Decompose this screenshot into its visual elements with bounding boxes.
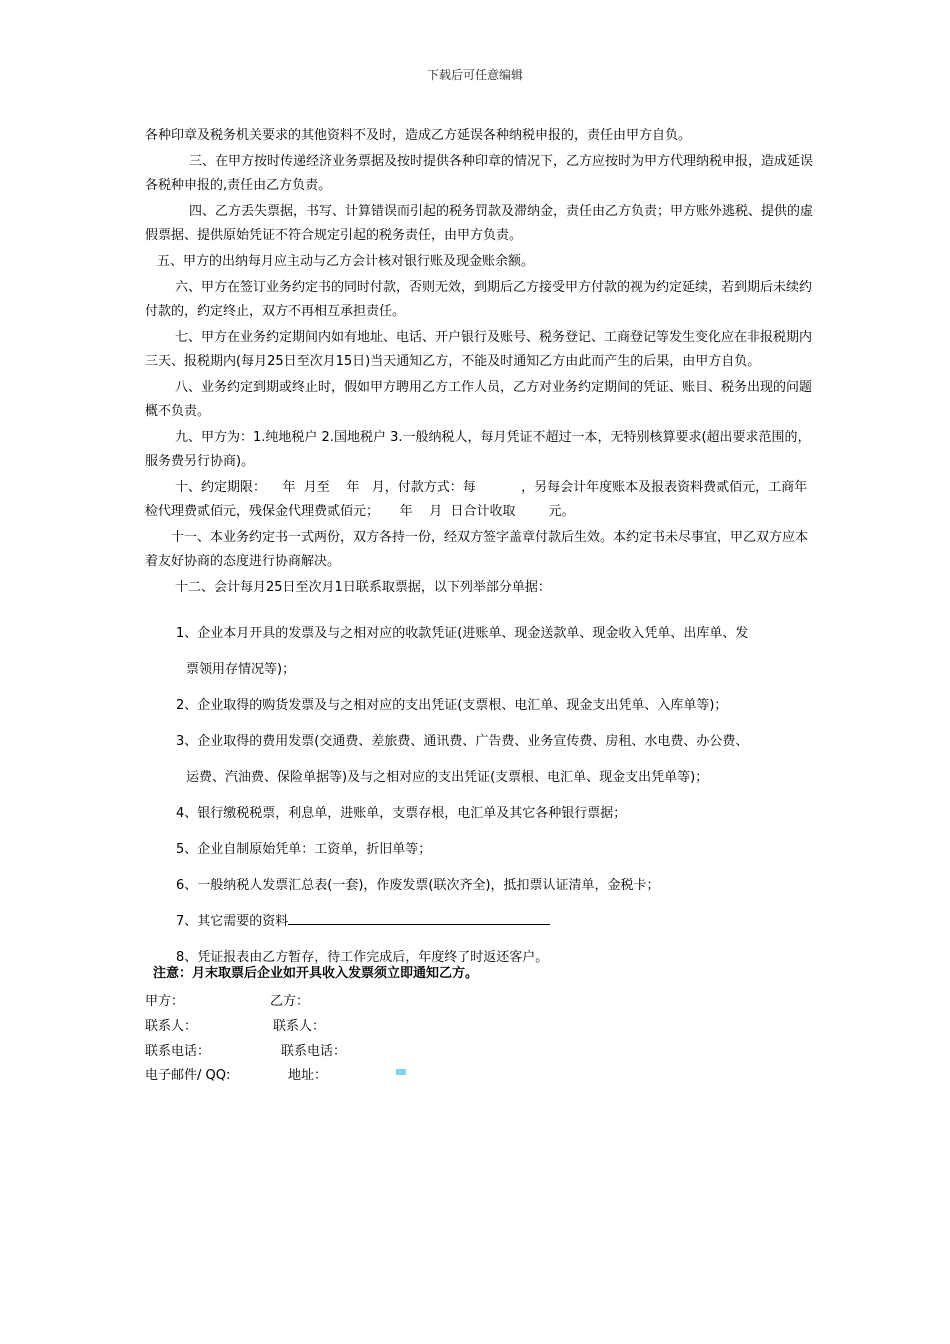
contact-b-label: 联系人： — [273, 1019, 326, 1034]
list-item-1-cont: 票领用存情况等)； — [186, 662, 296, 677]
list-item-7-label: 7、其它需要的资料 — [176, 914, 289, 929]
page-header: 下载后可任意编辑 — [426, 68, 523, 82]
phone-b-label: 联系电话： — [281, 1044, 347, 1059]
list-item-1: 1、企业本月开具的发票及与之相对应的收款凭证(进账单、现金送款单、现金收入凭单、出库单、发 — [176, 626, 749, 641]
list-item-8: 8、凭证报表由乙方暂存，待工作完成后，年度终了时返还客户。 — [176, 950, 549, 965]
address-b-label: 地址： — [288, 1068, 328, 1083]
list-item-3: 3、企业取得的费用发票(交通费、差旅费、通讯费、广告费、业务宣传费、房租、水电费、办公费、 — [176, 734, 749, 749]
fill-in-line — [288, 910, 550, 925]
list-item-6: 6、一般纳税人发票汇总表(一套)，作废发票(联次齐全)，抵扣票认证清单，金税卡； — [176, 878, 660, 893]
paragraph-clause-7: 七、甲方在业务约定期间内如有地址、电话、开户银行及账号、税务登记、工商登记等发生变化应在非报税期内三天、报税期内(每月25日至次月15日)当天通知乙方，不能及时通知乙方由此而产生的后果，由甲方自负。 — [145, 330, 813, 369]
phone-a-label: 联系电话： — [145, 1044, 211, 1059]
contact-a-label: 联系人： — [145, 1019, 198, 1034]
paragraph-clause-6: 六、甲方在签订业务约定书的同时付款，否则无效，到期后乙方接受甲方付款的视为约定延续，若到期后未续约付款的，约定终止，双方不再相互承担责任。 — [145, 280, 813, 319]
list-item-5: 5、企业自制原始凭单：工资单，折旧单等； — [176, 842, 432, 857]
document-list — [176, 616, 816, 976]
paragraph-clause-9: 九、甲方为：1.纯地税户 2.国地税户 3.一般纳税人，每月凭证不超过一本，无特别核算要求(超出要求范围的，服务费另行协商)。 — [145, 430, 811, 469]
list-item-7 — [176, 904, 816, 940]
paragraph-clause-11: 十一、本业务约定书一式两份，双方各持一份，经双方签字盖章付款后生效。本约定书未尽事宜，甲乙双方应本着友好协商的态度进行协商解决。 — [145, 530, 809, 569]
list-item-3-cont: 运费、汽油费、保险单据等)及与之相对应的支出凭证(支票根、电汇单、现金支出凭单等)； — [186, 770, 709, 785]
list-item-2: 2、企业取得的购货发票及与之相对应的支出凭证(支票根、电汇单、现金支出凭单、入库单等)； — [176, 698, 728, 713]
paragraph-clause-12: 十二、会计每月25日至次月1日联系取票据，以下列举部分单据： — [175, 580, 551, 595]
list-item-4: 4、银行缴税税票，利息单，进账单，支票存根，电汇单及其它各种银行票据； — [176, 806, 627, 821]
paragraph-0: 各种印章及税务机关要求的其他资料不及时，造成乙方延误各种纳税申报的，责任由甲方自负。 — [145, 128, 692, 143]
email-a-label: 电子邮件/ QQ: — [145, 1068, 231, 1083]
party-a-label: 甲方： — [145, 994, 185, 1009]
notice-text: 注意：月末取票后企业如开具收入发票须立即通知乙方。 — [153, 966, 479, 981]
paragraph-clause-4: 四、乙方丢失票据，书写、计算错误而引起的税务罚款及滞纳金，责任由乙方负责；甲方账外逃税、提供的虚假票据、提供原始凭证不符合规定引起的税务责任，由甲方负责。 — [145, 204, 814, 243]
paragraph-clause-3: 三、在甲方按时传递经济业务票据及按时提供各种印章的情况下，乙方应按时为甲方代理纳税申报，造成延误各税种申报的,责任由乙方负责。 — [145, 154, 814, 193]
highlight-mark — [396, 1069, 406, 1075]
contract-body — [145, 124, 813, 602]
paragraph-clause-8: 八、业务约定到期或终止时，假如甲方聘用乙方工作人员，乙方对业务约定期间的凭证、账目、税务出现的问题概不负责。 — [145, 380, 813, 419]
paragraph-clause-10: 十、约定期限： 年 月至 年 月，付款方式：每 ，另每会计年度账本及报表资料费贰佰元，工商年检代理费贰佰元，残保金代理费贰佰元； 年 月 日合计收取 元。 — [145, 480, 808, 519]
party-b-label: 乙方： — [270, 994, 310, 1009]
paragraph-clause-5: 五、甲方的出纳每月应主动与乙方会计核对银行账及现金账余额。 — [157, 254, 535, 269]
